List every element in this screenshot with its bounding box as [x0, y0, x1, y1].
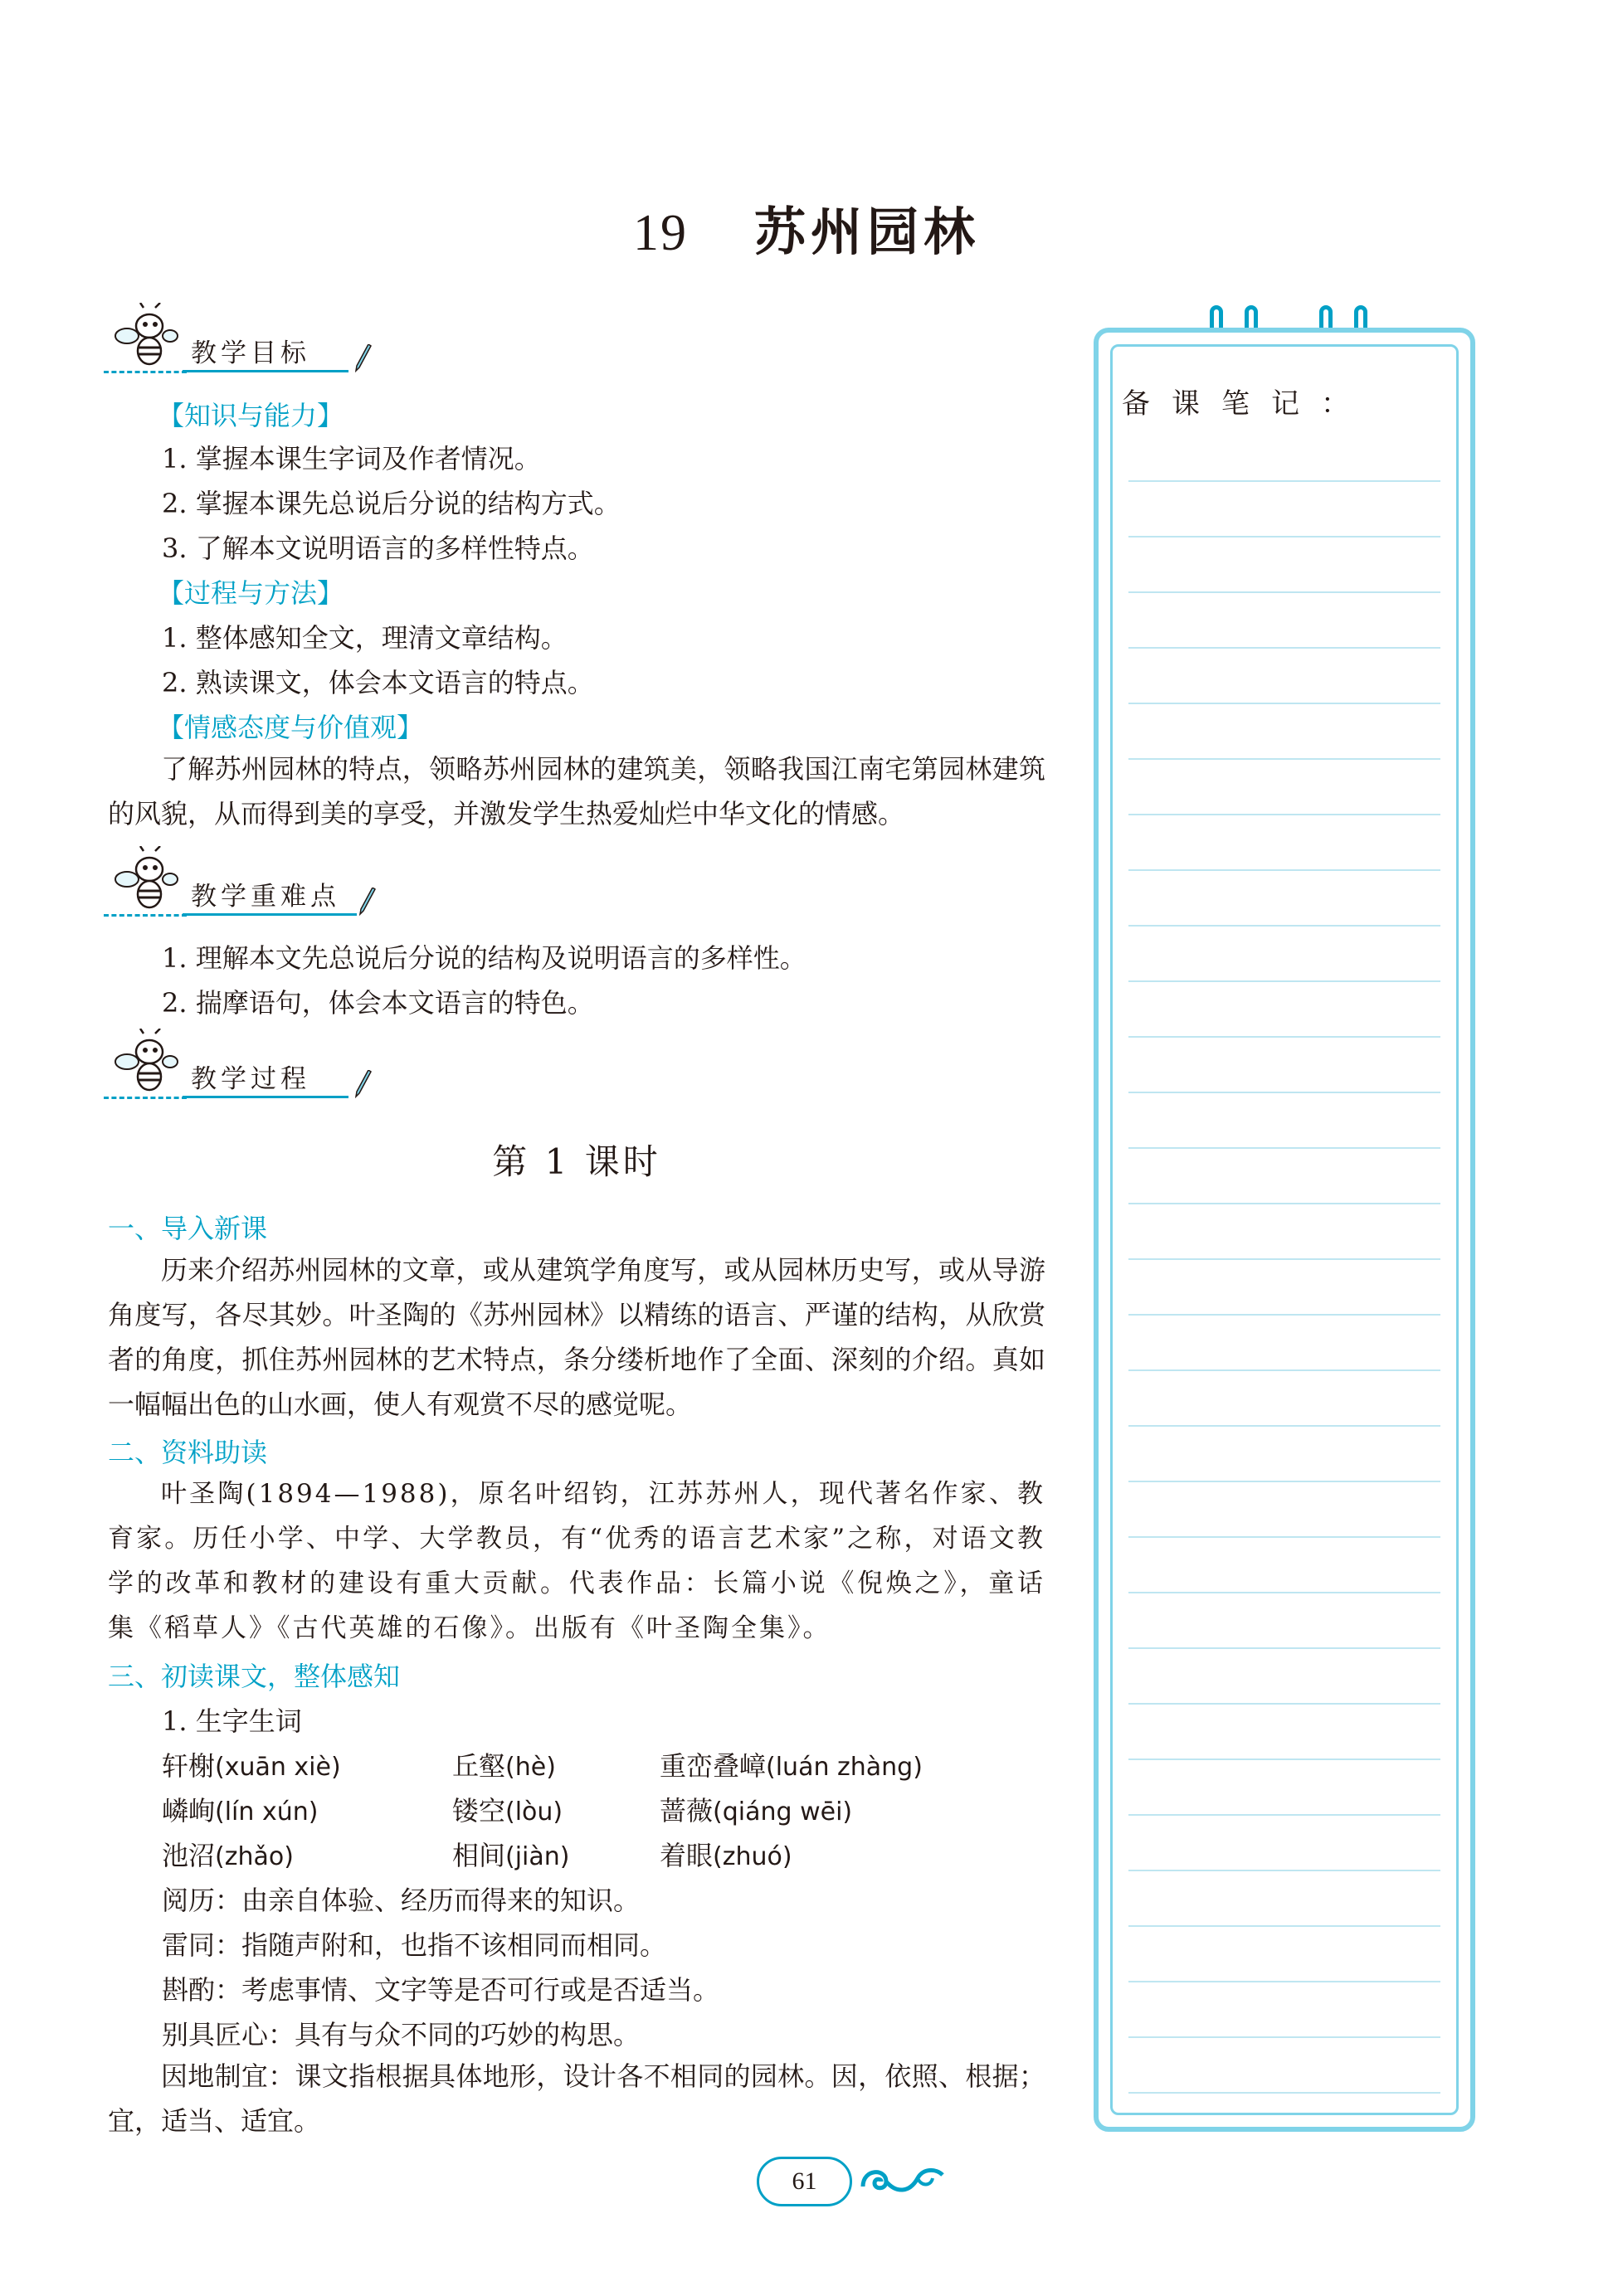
definition-item: 因地制宜：课文指根据具体地形，设计各不相同的园林。因，依照、根据；宜，适当、适宜。: [108, 2060, 1045, 2137]
page-title: [0, 191, 1613, 265]
notes-rule-line: [1128, 1592, 1440, 1593]
swirl-ornament-icon: [856, 2153, 948, 2203]
notes-rule-line: [1128, 1703, 1440, 1705]
notes-rule-line: [1128, 1870, 1440, 1871]
part3-heading: 三、初读课文，整体感知: [108, 1661, 401, 1692]
vocab-word: 丘壑(hè): [452, 1750, 556, 1782]
bee-icon: [104, 846, 178, 925]
notes-rule-line: [1128, 1981, 1440, 1982]
notes-rule-line: [1128, 1758, 1440, 1760]
notes-rule-line: [1128, 591, 1440, 593]
vocab-heading: 1. 生字生词: [162, 1705, 302, 1737]
vocab-word: 重峦叠嶂(luán zhàng): [660, 1750, 923, 1782]
section-header-goals: [104, 303, 361, 386]
bee-icon: [104, 303, 178, 382]
section-label: 教学重难点: [183, 878, 357, 916]
header-dash: [104, 1097, 187, 1099]
notes-rule-line: [1128, 1814, 1440, 1816]
notes-rule-line: [1128, 536, 1440, 538]
notes-rule-line: [1128, 1147, 1440, 1149]
header-dash: [104, 371, 187, 373]
knowledge-item: 1. 掌握本课生字词及作者情况。: [162, 443, 541, 474]
keypoint-item: 2. 揣摩语句，体会本文语言的特色。: [162, 987, 594, 1019]
emotion-heading: 【情感态度与价值观】: [158, 712, 424, 743]
notes-heading: 备课笔记：: [1122, 387, 1371, 421]
notes-rule-line: [1128, 814, 1440, 815]
notes-rule-line: [1128, 647, 1440, 649]
definition-item: 别具匠心：具有与众不同的巧妙的构思。: [162, 2019, 641, 2050]
part1-text: 历来介绍苏州园林的文章，或从建筑学角度写，或从园林历史写，或从导游角度写，各尽其妙。叶圣陶的《苏州园林》以精练的语言、严谨的结构，从欣赏者的角度，抓住苏州园林的艺术特点，条分缕析地作了全面、深刻的介绍。真如一幅幅出色的山水画，使人有观赏不尽的感觉呢。: [108, 1254, 1045, 1420]
notes-rule-line: [1128, 1925, 1440, 1927]
knowledge-item: 2. 掌握本课先总说后分说的结构方式。: [162, 488, 621, 519]
notes-rule-line: [1128, 1258, 1440, 1260]
notes-rule-line: [1128, 1369, 1440, 1371]
section-label: 教学目标: [183, 334, 348, 372]
lesson-period: 第 1 课时: [492, 1141, 661, 1182]
pencil-icon: [357, 888, 378, 916]
section-header-process: [104, 1029, 361, 1112]
vocab-word: 蔷薇(qiáng wēi): [660, 1795, 853, 1827]
vocab-word: 着眼(zhuó): [660, 1840, 792, 1871]
vocab-word: 镂空(lòu): [452, 1795, 563, 1827]
notes-rule-line: [1128, 2036, 1440, 2038]
bee-icon: [104, 1029, 178, 1107]
pencil-icon: [353, 1070, 374, 1098]
lesson-number: 19: [632, 205, 688, 261]
definition-item: 雷同：指随声附和，也指不该相同而相同。: [162, 1929, 667, 1961]
vocab-word: 池沼(zhǎo): [162, 1840, 294, 1871]
part1-heading: 一、导入新课: [108, 1213, 268, 1244]
notes-rule-line: [1128, 1425, 1440, 1427]
vocab-word: 嶙峋(lín xún): [162, 1795, 319, 1827]
notes-rule-line: [1128, 1647, 1440, 1649]
lesson-notes-panel: [1094, 328, 1475, 2132]
keypoint-item: 1. 理解本文先总说后分说的结构及说明语言的多样性。: [162, 942, 806, 974]
notes-rule-line: [1128, 869, 1440, 871]
vocab-word: 轩榭(xuān xiè): [162, 1750, 341, 1782]
notes-rule-line: [1128, 1536, 1440, 1538]
part2-text: 叶圣陶(1894—1988)，原名叶绍钧，江苏苏州人，现代著名作家、教育家。历任小学、中学、大学教员，有“优秀的语言艺术家”之称，对语文教学的改革和教材的建设有重大贡献。代表作品：长篇小说《倪焕之》，童话集《稻草人》《古代英雄的石像》。出版有《叶圣陶全集》。: [108, 1479, 1045, 1643]
method-item: 1. 整体感知全文，理清文章结构。: [162, 622, 568, 654]
section-header-keypoints: [104, 846, 361, 929]
notes-inner-frame: [1110, 344, 1459, 2115]
notes-rule-line: [1128, 480, 1440, 482]
notes-rule-line: [1128, 1092, 1440, 1093]
knowledge-heading: 【知识与能力】: [158, 400, 344, 431]
pencil-icon: [353, 344, 374, 372]
page-number: 61: [757, 2157, 852, 2206]
notes-rule-line: [1128, 1481, 1440, 1482]
emotion-text: 了解苏州园林的特点，领略苏州园林的建筑美，领略我国江南宅第园林建筑的风貌，从而得到美的享受，并激发学生热爱灿烂中华文化的情感。: [108, 753, 1045, 829]
notes-rule-line: [1128, 703, 1440, 704]
notes-rule-line: [1128, 1036, 1440, 1038]
definition-item: 阅历：由亲自体验、经历而得来的知识。: [162, 1885, 641, 1916]
method-heading: 【过程与方法】: [158, 577, 344, 609]
notes-rule-line: [1128, 758, 1440, 760]
header-dash: [104, 914, 187, 917]
notes-rule-line: [1128, 925, 1440, 927]
vocab-word: 相间(jiàn): [452, 1840, 570, 1871]
section-label: 教学过程: [183, 1060, 348, 1098]
notes-rule-line: [1128, 1203, 1440, 1204]
part2-heading: 二、资料助读: [108, 1437, 268, 1468]
lesson-name: 苏州园林: [753, 202, 980, 262]
knowledge-item: 3. 了解本文说明语言的多样性特点。: [162, 533, 594, 564]
definition-item: 斟酌：考虑事情、文字等是否可行或是否适当。: [162, 1974, 720, 2006]
notes-rule-line: [1128, 2092, 1440, 2094]
notes-rule-line: [1128, 980, 1440, 982]
notes-rule-line: [1128, 1314, 1440, 1316]
method-item: 2. 熟读课文，体会本文语言的特点。: [162, 667, 594, 698]
